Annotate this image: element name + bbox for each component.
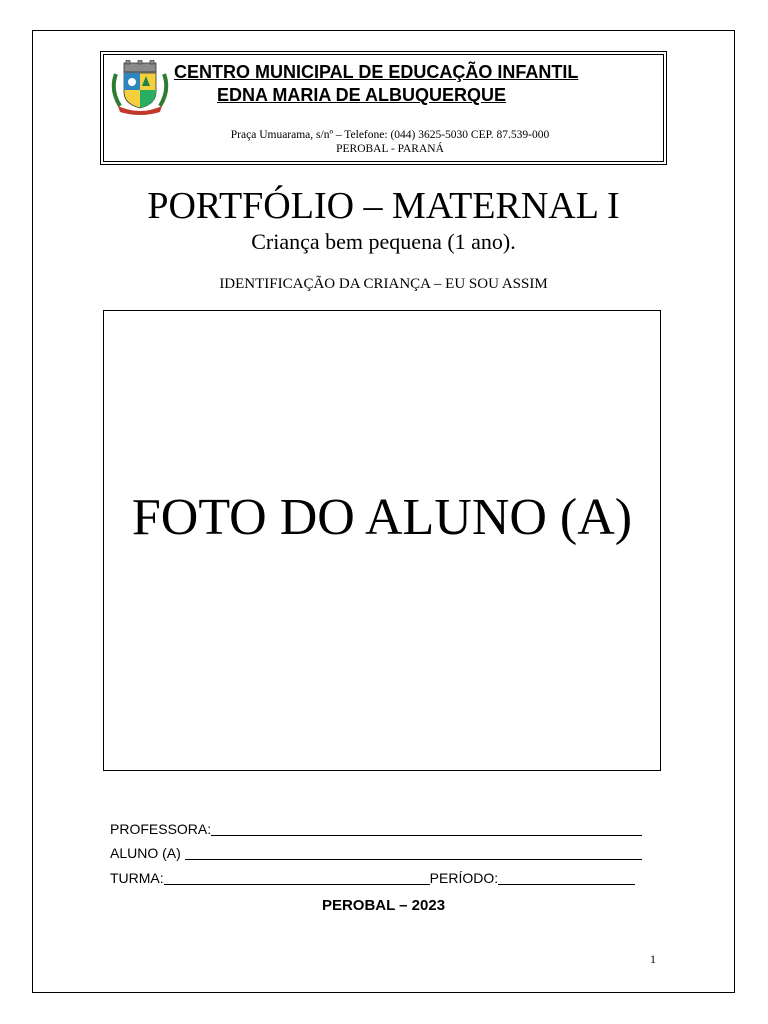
document-subtitle: Criança bem pequena (1 ano). [251, 229, 516, 254]
footer-location-year: PEROBAL – 2023 [321, 897, 446, 914]
class-period-field [110, 869, 635, 887]
identification-heading: IDENTIFICAÇÃO DA CRIANÇA – EU SOU ASSIM [219, 276, 548, 292]
teacher-line[interactable] [211, 821, 642, 836]
address-line1: Praça Umuarama, s/nº – Telefone: (044) 3625-5030 CEP. 87.539-000 [230, 129, 550, 141]
document-title: PORTFÓLIO – MATERNAL I [147, 185, 620, 227]
page-number: 1 [650, 952, 656, 966]
municipal-coat-of-arms-icon [110, 60, 170, 115]
student-label: ALUNO (A) [110, 845, 185, 861]
photo-placeholder: FOTO DO ALUNO (A) [131, 489, 633, 546]
class-line[interactable] [164, 870, 430, 885]
period-label: PERÍODO: [429, 870, 499, 886]
class-label: TURMA: [110, 870, 164, 886]
address-line2: PEROBAL - PARANÁ [336, 143, 444, 155]
school-name-line1: CENTRO MUNICIPAL DE EDUCAÇÃO INFANTIL [174, 62, 579, 82]
period-line[interactable] [498, 870, 635, 885]
school-name-line2: EDNA MARIA DE ALBUQUERQUE [217, 85, 507, 105]
student-field [110, 844, 642, 862]
teacher-label: PROFESSORA: [110, 821, 212, 837]
teacher-field [110, 820, 642, 838]
school-address [110, 128, 670, 156]
student-line[interactable] [185, 845, 642, 860]
